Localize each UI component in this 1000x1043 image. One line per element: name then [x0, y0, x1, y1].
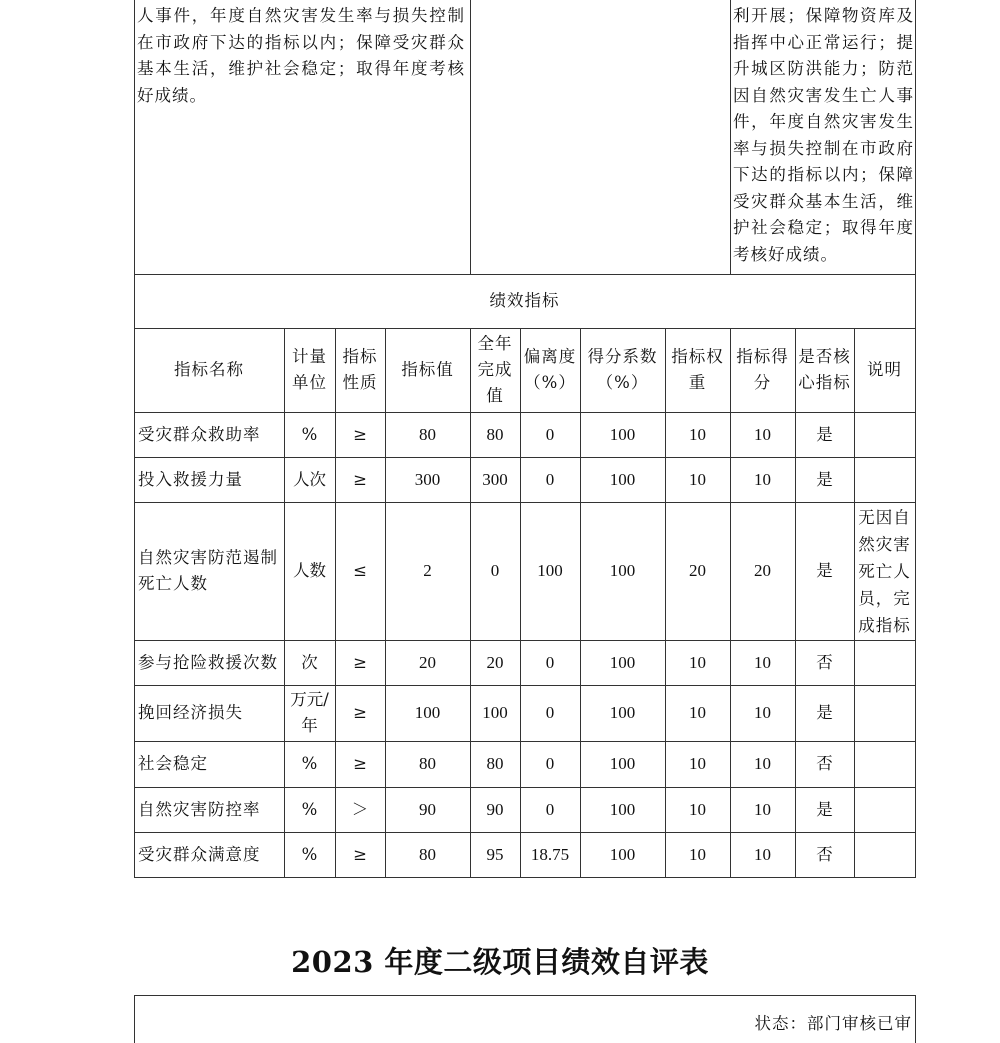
header-cell-1: 计量单位	[292, 347, 327, 392]
table-cell	[854, 412, 915, 457]
grid-line	[134, 274, 916, 275]
grid-line	[134, 412, 916, 413]
header-cell-9: 是否核心指标	[798, 347, 851, 392]
grid-line	[795, 328, 796, 878]
grid-line	[730, 0, 731, 275]
header-cell-0: 指标名称	[174, 360, 244, 379]
grid-line	[134, 502, 916, 503]
table-cell: ≤	[353, 561, 367, 580]
header-cell-10: 说明	[867, 360, 902, 379]
table-cell: 20	[419, 652, 436, 672]
table-cell	[854, 640, 915, 685]
table-cell: 10	[754, 652, 771, 672]
header-cell-7: 指标权重	[671, 347, 724, 392]
grid-line	[134, 0, 135, 878]
status-text: 状态：部门审核已审	[754, 1014, 912, 1033]
table-cell: %	[301, 844, 318, 864]
table-cell: 20	[486, 652, 504, 672]
table-cell: 10	[689, 424, 706, 444]
header-cell-3: 指标值	[401, 360, 454, 379]
grid-line	[730, 328, 731, 878]
header-cell-2: 指标性质	[342, 347, 378, 392]
grid-line	[134, 685, 916, 686]
table-cell: 是	[816, 424, 833, 444]
table-cell: %	[301, 754, 318, 773]
table-cell: 10	[754, 799, 771, 819]
grid-line	[665, 328, 666, 878]
indicator-name: 自然灾害防控率	[138, 799, 261, 819]
grid-line	[134, 995, 916, 996]
table-cell: 10	[754, 424, 771, 444]
table-cell: ≥	[353, 703, 367, 722]
grid-line	[134, 741, 916, 742]
table-cell: 300	[414, 469, 441, 489]
indicator-name: 受灾群众满意度	[138, 844, 261, 864]
table-cell: 10	[689, 703, 706, 722]
table-cell: 100	[609, 652, 636, 672]
indicator-name: 挽回经济损失	[138, 703, 243, 722]
table-cell: 100	[537, 561, 563, 580]
table-cell: 0	[545, 652, 555, 672]
section-title: 绩效指标	[489, 291, 560, 310]
grid-line	[134, 328, 916, 329]
table-cell: 0	[545, 469, 555, 489]
table-cell: 否	[816, 754, 833, 773]
document-title: 2023 年度二级项目绩效自评表	[291, 945, 709, 979]
table-cell: 100	[609, 561, 636, 580]
table-cell: 100	[609, 844, 636, 864]
table-cell: 万元/年	[290, 690, 329, 735]
table-cell: 100	[609, 424, 636, 444]
table-cell: 人数	[293, 561, 326, 580]
table-cell: 2	[423, 561, 432, 580]
table-cell: 80	[419, 844, 436, 864]
table-cell: 10	[754, 469, 771, 489]
table-cell: 0	[545, 754, 555, 773]
table-cell	[854, 457, 915, 502]
table-cell	[854, 787, 915, 832]
table-cell: 95	[486, 844, 504, 864]
table-cell: ≥	[353, 844, 367, 864]
indicator-name: 自然灾害防范遏制死亡人数	[138, 548, 278, 593]
table-cell	[854, 741, 915, 787]
table-cell: 人次	[293, 469, 326, 489]
table-cell: 是	[816, 469, 833, 489]
table-cell: %	[301, 799, 318, 819]
grid-line	[580, 328, 581, 878]
grid-line	[134, 832, 916, 833]
grid-line	[284, 328, 285, 878]
table-cell: 0	[545, 799, 555, 819]
table-cell: 是	[816, 703, 833, 722]
grid-line	[854, 328, 855, 878]
table-cell: 10	[754, 703, 771, 722]
table-cell: 100	[482, 703, 508, 722]
objective-text-left: 人事件，年度自然灾害发生率与损失控制在市政府下达的指标以内；保障受灾群众基本生活，维护社会稳定；取得年度考核好成绩。	[137, 6, 465, 105]
table-cell: 20	[689, 561, 706, 580]
table-cell: 10	[689, 799, 706, 819]
table-cell: 0	[490, 561, 500, 580]
grid-line	[134, 640, 916, 641]
table-cell: ≥	[353, 424, 367, 444]
table-cell: 20	[754, 561, 771, 580]
indicator-name: 社会稳定	[138, 754, 208, 773]
table-cell: 100	[609, 469, 636, 489]
table-cell: 80	[419, 424, 436, 444]
table-cell: 否	[816, 844, 833, 864]
table-cell: 无因自然灾害死亡人员，完成指标	[858, 507, 911, 635]
table-cell: ≥	[353, 754, 367, 773]
table-cell: 100	[609, 799, 636, 819]
table-cell: 10	[689, 844, 706, 864]
indicator-name: 投入救援力量	[138, 469, 243, 489]
table-cell: 10	[754, 844, 771, 864]
table-cell: 10	[689, 652, 706, 672]
grid-line	[470, 0, 471, 275]
table-cell: 80	[486, 754, 504, 773]
table-cell: 100	[414, 703, 441, 722]
objective-text-right: 利开展；保障物资库及指挥中心正常运行；提升城区防洪能力；防范因自然灾害发生亡人事件，年度自然灾害发生率与损失控制在市政府下达的指标以内；保障受灾群众基本生活，维护社会稳定；取得年度考核好成绩。	[733, 6, 914, 264]
table-cell: 0	[545, 424, 555, 444]
header-cell-8: 指标得分	[736, 347, 789, 392]
grid-line	[915, 995, 916, 1043]
table-cell: ＞	[351, 799, 369, 819]
grid-line	[134, 787, 916, 788]
table-cell: %	[301, 424, 318, 444]
header-cell-6: 得分系数（%）	[587, 347, 658, 392]
table-cell: 否	[816, 652, 833, 672]
grid-line	[520, 328, 521, 878]
table-cell: 18.75	[530, 844, 570, 864]
table-cell	[854, 685, 915, 741]
grid-line	[470, 328, 471, 878]
table-cell: 300	[482, 469, 508, 489]
table-cell: 90	[419, 799, 436, 819]
header-cell-5: 偏离度（%）	[523, 347, 577, 392]
table-cell: 次	[301, 652, 318, 672]
table-cell: 0	[545, 703, 555, 722]
grid-line	[915, 0, 916, 878]
table-cell: 80	[419, 754, 436, 773]
grid-line	[134, 877, 916, 878]
indicator-name: 受灾群众救助率	[138, 424, 261, 444]
table-cell: 100	[609, 703, 636, 722]
table-cell: 是	[816, 561, 833, 580]
table-cell: 80	[486, 424, 504, 444]
grid-line	[335, 328, 336, 878]
table-cell: 10	[754, 754, 771, 773]
table-cell: 10	[689, 469, 706, 489]
table-cell: 10	[689, 754, 706, 773]
table-cell: ≥	[353, 652, 367, 672]
header-cell-4: 全年完成值	[477, 334, 513, 405]
grid-line	[385, 328, 386, 878]
grid-line	[134, 457, 916, 458]
table-cell: 90	[486, 799, 504, 819]
table-cell: 100	[609, 754, 636, 773]
indicator-name: 参与抢险救援次数	[138, 652, 278, 672]
table-cell	[854, 832, 915, 877]
table-cell: 是	[816, 799, 833, 819]
grid-line	[134, 995, 135, 1043]
table-cell: ≥	[353, 469, 367, 489]
